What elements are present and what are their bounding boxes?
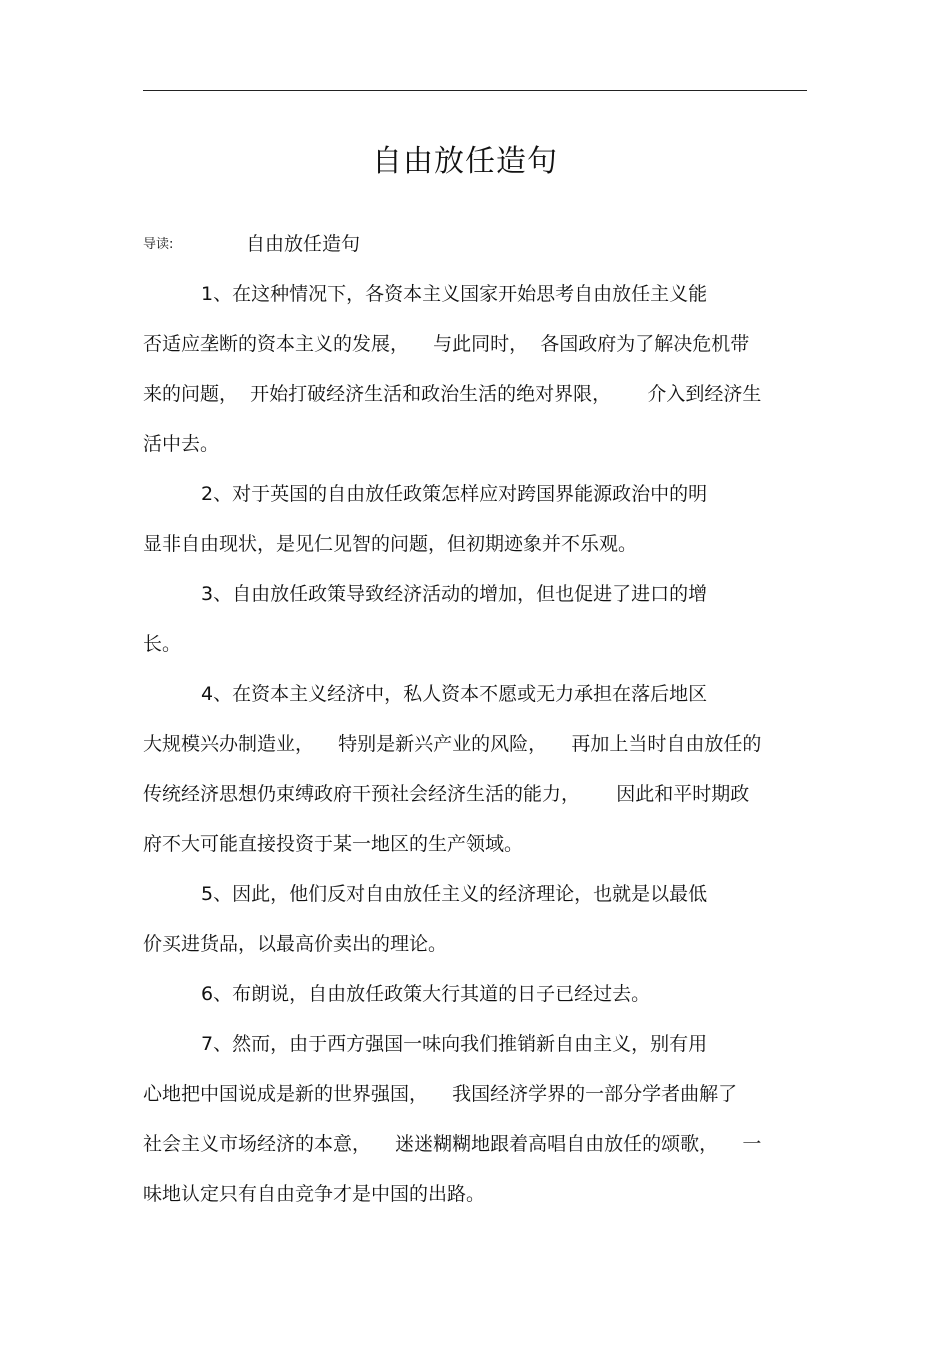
paragraph-line: 3、自由放任政策导致经济活动的增加，但也促进了进口的增 [201, 583, 708, 605]
paragraph-line: 7、然而，由于西方强国一味向我们推销新自由主义，别有用 [201, 1033, 708, 1055]
header-rule [143, 90, 807, 91]
paragraph-line: 1、在这种情况下，各资本主义国家开始思考自由放任主义能 [201, 283, 708, 305]
paragraph-line: 显非自由现状，是见仁见智的问题，但初期迹象并不乐观。 [143, 533, 638, 555]
paragraph-line: 府不大可能直接投资于某一地区的生产领域。 [143, 833, 524, 855]
lead-row [143, 228, 807, 260]
paragraph-line: 6、布朗说，自由放任政策大行其道的日子已经过去。 [201, 983, 651, 1005]
paragraph-line: 心地把中国说成是新的世界强国， 我国经济学界的一部分学者曲解了 [143, 1083, 738, 1105]
paragraph-line: 社会主义市场经济的本意， 迷迷糊糊地跟着高唱自由放任的颂歌， 一 [143, 1133, 762, 1155]
paragraph-line: 2、对于英国的自由放任政策怎样应对跨国界能源政治中的明 [201, 483, 708, 505]
paragraph-line: 4、在资本主义经济中，私人资本不愿或无力承担在落后地区 [201, 683, 708, 705]
paragraph-line: 活中去。 [143, 433, 220, 455]
paragraph-line: 来的问题， 开始打破经济生活和政治生活的绝对界限， 介入到经济生 [143, 383, 762, 405]
paragraph-line: 长。 [143, 633, 182, 655]
lead-label: 导读: [143, 237, 174, 252]
paragraph-line: 价买进货品，以最高价卖出的理论。 [143, 933, 448, 955]
lead-value: 自由放任造句 [246, 233, 361, 255]
paragraph-line: 味地认定只有自由竞争才是中国的出路。 [143, 1183, 486, 1205]
paragraph-line: 否适应垄断的资本主义的发展， 与此同时， 各国政府为了解决危机带 [143, 333, 750, 355]
paragraph-line: 传统经济思想仍束缚政府干预社会经济生活的能力， 因此和平时期政 [143, 783, 750, 805]
paragraph-line: 5、因此，他们反对自由放任主义的经济理论，也就是以最低 [201, 883, 708, 905]
page-title: 自由放任造句 [372, 144, 558, 179]
paragraph-line: 大规模兴办制造业， 特别是新兴产业的风险， 再加上当时自由放任的 [143, 733, 762, 755]
